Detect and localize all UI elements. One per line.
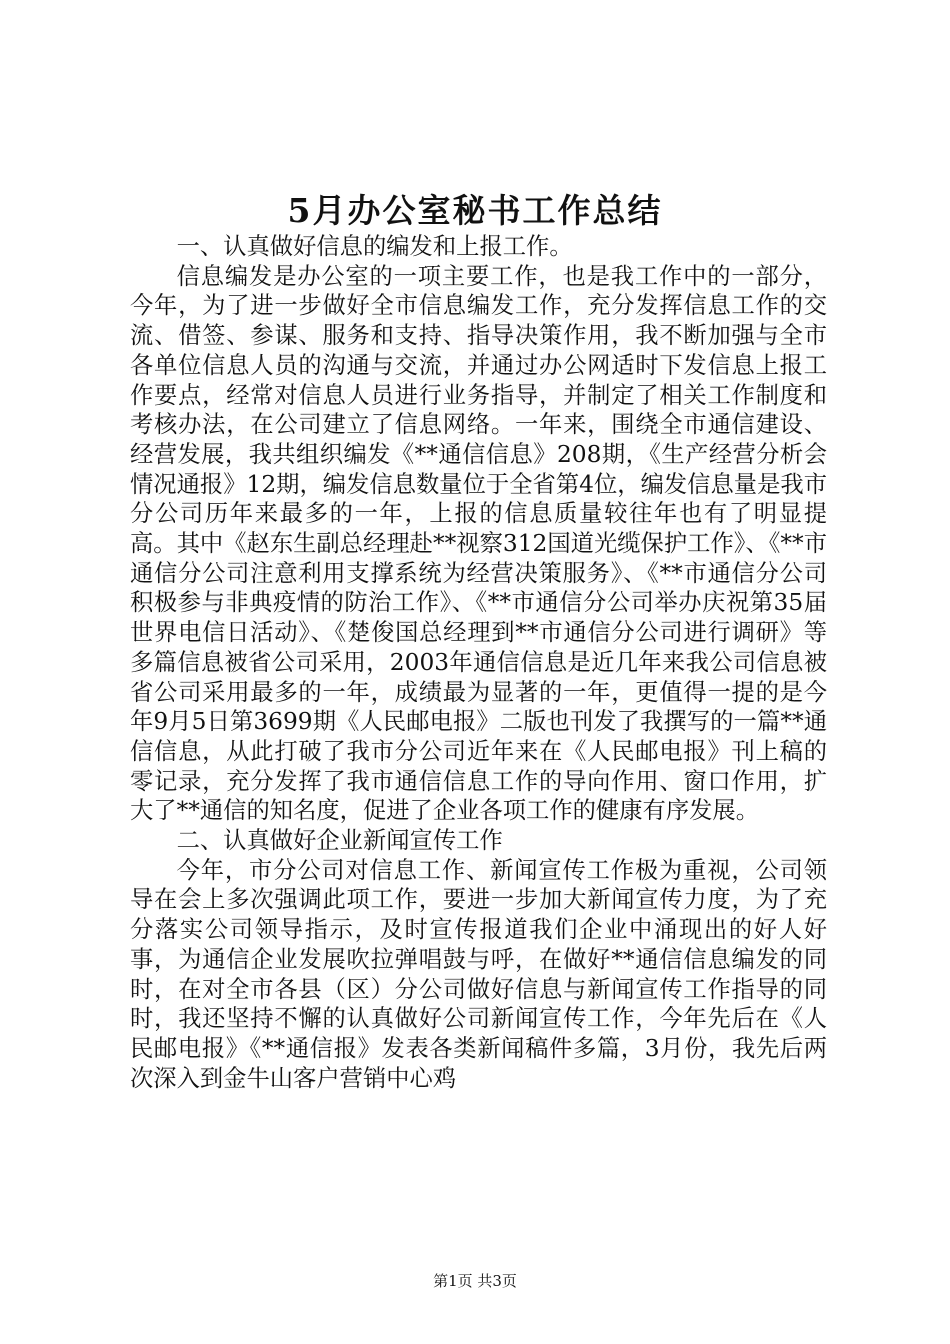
document-body [130,232,827,1093]
body-paragraph-2: 今年，市分公司对信息工作、新闻宣传工作极为重视，公司领导在会上多次强调此项工作，要进一步加大新闻宣传力度，为了充分落实公司领导指示，及时宣传报道我们企业中涌现出的好人好事，为通信企业发展吹拉弹唱鼓与呼，在做好**通信信息编发的同时，在对全市各县（区）分公司做好信息与新闻宣传工作指导的同时，我还坚持不懈的认真做好公司新闻宣传工作，今年先后在《人民邮电报》《**通信报》发表各类新闻稿件多篇，3月份，我先后两次深入到金牛山客户营销中心鸡 [130,856,827,1092]
section-heading-2: 二、认真做好企业新闻宣传工作 [176,827,503,855]
body-paragraph-1: 信息编发是办公室的一项主要工作，也是我工作中的一部分，今年，为了进一步做好全市信息编发工作，充分发挥信息工作的交流、借签、参谋、服务和支持、指导决策作用，我不断加强与全市各单位信息人员的沟通与交流，并通过办公网适时下发信息上报工作要点，经常对信息人员进行业务指导，并制定了相关工作制度和考核办法，在公司建立了信息网络。一年来，围绕全市通信建设、经营发展，我共组织编发《**通信信息》208期，《生产经营分析会情况通报》12期，编发信息数量位于全省第4位，编发信息量是我市分公司历年来最多的一年，上报的信息质量较往年也有了明显提高。其中《赵东生副总经理赴**视察312国道光缆保护工作》、《**市通信分公司注意利用支撑系统为经营决策服务》、《**市通信分公司积极参与非典疫情的防治工作》、《**市通信分公司举办庆祝第35届世界电信日活动》、《楚俊国总经理到**市通信分公司进行调研》等多篇信息被省公司采用，2003年通信信息是近几年来我公司信息被省公司采用最多的一年，成绩最为显著的一年，更值得一提的是今年9月5日第3699期《人民邮电报》二版也刊发了我撰写的一篇**通信信息，从此打破了我市分公司近年来在《人民邮电报》刊上稿的零记录，充分发挥了我市通信信息工作的导向作用、窗口作用，扩大了**通信的知名度，促进了企业各项工作的健康有序发展。 [130,262,827,825]
page-footer: 第1页 共3页 [433,1272,517,1290]
document-title: 5月办公室秘书工作总结 [287,191,663,230]
section-heading-1: 一、认真做好信息的编发和上报工作。 [176,233,573,260]
